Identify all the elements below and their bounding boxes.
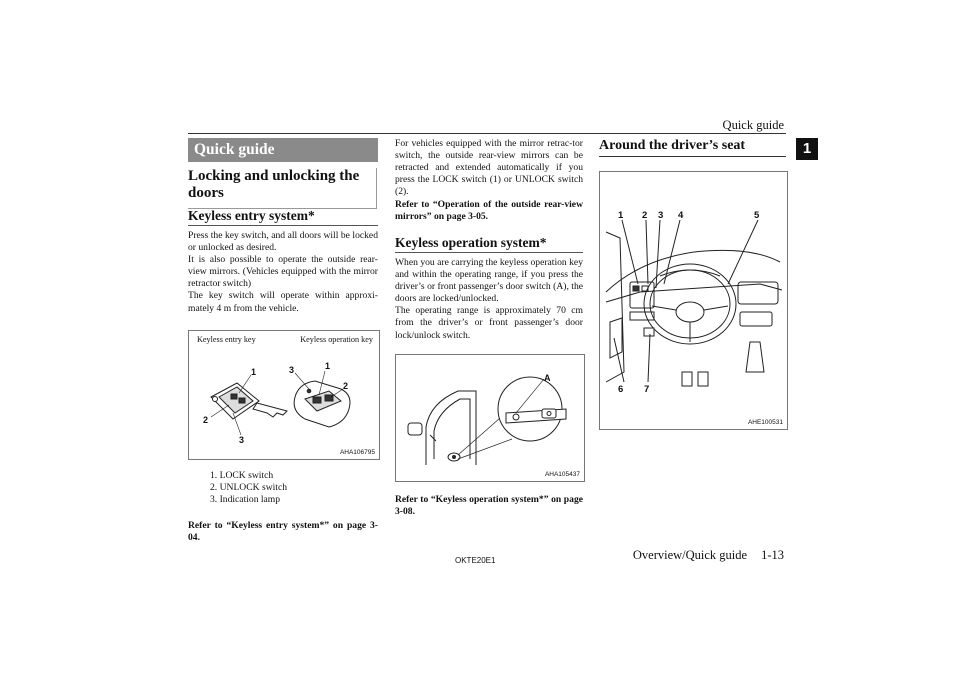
callout-A: A — [544, 373, 551, 383]
callout-1: 1 — [251, 367, 257, 377]
callout-7: 7 — [644, 384, 650, 395]
figure-dashboard — [599, 171, 788, 430]
dashboard-top — [606, 250, 780, 292]
figure-code: AHA106795 — [339, 449, 375, 456]
callout-2: 2 — [642, 210, 648, 221]
figure-code: AHE100531 — [747, 419, 783, 426]
keyless-operation-key-icon — [294, 381, 350, 427]
subheading-keyless-entry: Keyless entry system* — [188, 208, 378, 226]
callout-5: 5 — [754, 210, 760, 221]
paragraph-mirror-retractor: For vehicles equipped with the mirror retrac-tor switch, the outside rear-view mirrors can be retracted and extended automatically if you press the LOCK switch (1) or UNLOCK switch (2). — [395, 138, 583, 198]
document-code: OKTE20E1 — [455, 556, 496, 565]
keys-illustration — [189, 331, 379, 459]
list-item: 1. LOCK switch — [210, 470, 274, 481]
page-number: 1-13 — [761, 548, 784, 562]
keyless-entry-key-icon — [211, 383, 287, 419]
shift-lever-icon — [746, 342, 764, 372]
callout-3: 3 — [289, 365, 295, 375]
paragraph-keyless-operation: When you are carrying the keyless operation key and within the operating range, if you press the driver’s or front passenger’s door switch (A), the doors are locked/unlocked. The operating range is approximately 70 cm from the driver’s or front passenger’s door lock/unlock switch. — [395, 257, 583, 341]
callout-2: 2 — [343, 381, 349, 391]
figure-code: AHA105437 — [544, 471, 580, 478]
subheading-keyless-operation: Keyless operation system* — [395, 235, 583, 253]
callout-2: 2 — [203, 415, 209, 425]
callout-1: 1 — [325, 361, 331, 371]
door-switch-illustration — [396, 355, 584, 481]
reference-mirrors: Refer to “Operation of the outside rear-view mirrors” on page 3-05. — [395, 199, 583, 223]
callout-6: 6 — [618, 384, 624, 395]
callout-3: 3 — [658, 210, 664, 221]
heading-around-drivers-seat: Around the driver’s seat — [599, 138, 786, 157]
figure-door-switch — [395, 354, 585, 482]
door-handle-icon — [448, 453, 460, 461]
dashboard-illustration — [600, 172, 787, 429]
page-footer — [619, 548, 784, 563]
figure-caption-entry-key: Keyless entry key — [197, 335, 256, 344]
callout-3: 3 — [239, 435, 245, 445]
list-item: 2. UNLOCK switch — [210, 482, 288, 494]
figure-caption-operation-key: Keyless operation key — [300, 335, 373, 344]
callout-4: 4 — [678, 210, 684, 221]
section-banner: Quick guide — [188, 138, 378, 162]
figure-keys — [188, 330, 380, 460]
section-heading: Locking and unlocking the doors — [188, 168, 377, 209]
running-header: Quick guide — [722, 118, 784, 132]
paragraph-keyless-entry: Press the key switch, and all doors will be locked or unlocked as desired. It is also possible to operate the outside rear-view mirrors. (Vehicles equipped with the mirror retractor switch) The key switch will operate within approxi-mately 4 m from the vehicle. — [188, 230, 378, 314]
car-door-icon — [408, 391, 476, 465]
chapter-tab: 1 — [796, 138, 818, 160]
footer-section: Overview/Quick guide — [632, 548, 748, 562]
reference-keyless-operation: Refer to “Keyless operation system*” on page 3-08. — [395, 494, 583, 518]
reference-keyless-entry: Refer to “Keyless entry system*” on page 3-04. — [188, 520, 378, 544]
door-panel — [606, 232, 624, 382]
callout-1: 1 — [618, 210, 624, 221]
header-rule — [188, 133, 786, 134]
callout-legend — [210, 470, 287, 506]
list-item: 3. Indication lamp — [210, 494, 281, 506]
